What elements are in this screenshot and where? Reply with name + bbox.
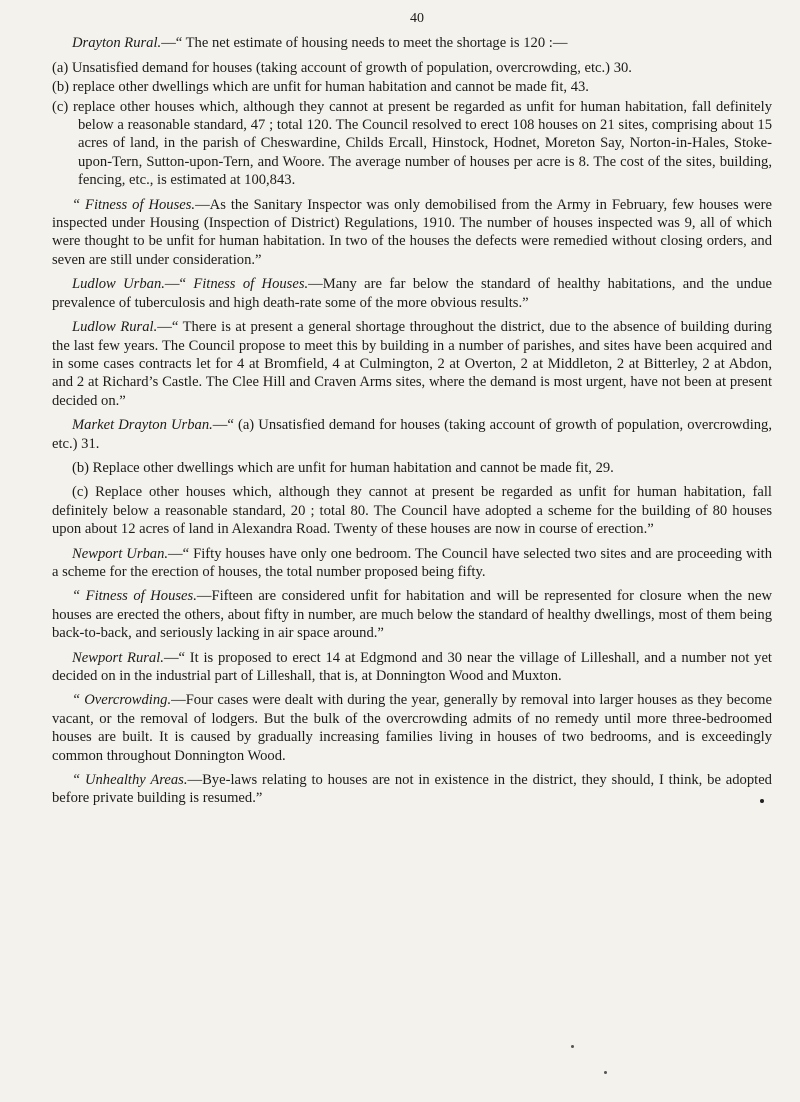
place-name: Market Drayton Urban. xyxy=(72,417,213,434)
paragraph-fitness-of-houses-newport xyxy=(52,587,772,642)
list-item-a: (a) Unsatisfied demand for houses (taking account of growth of population, overcrowding, etc.) 30. xyxy=(52,59,632,76)
paragraph-drayton-rural xyxy=(52,34,772,52)
paragraph-newport-urban xyxy=(52,545,772,582)
paragraph-text: —Bye-laws relating to houses are not in existence in the district, they should, I think, be adopted before private building is resumed.” xyxy=(52,772,772,807)
place-name: Newport Urban. xyxy=(72,545,169,562)
paragraph-unhealthy-areas xyxy=(52,771,772,808)
paragraph-ludlow-urban xyxy=(52,275,772,312)
paragraph-text: —“ It is proposed to erect 14 at Edgmond and 30 near the village of Lilleshall, and a number not yet decided on in the industrial part of Lilleshall, that is, at Donnington Wood and Muxton. xyxy=(52,649,772,684)
place-name: Drayton Rural. xyxy=(72,35,162,52)
list-item-c: (c) replace other houses which, although they cannot at present be regarded as unfit for human habitation, fall definitely below a reasonable standard, 47 ; total 120. The Council resolved to erect 108 houses on 21 sites, comprising about 15 acres of land, in the parish of Cheswardine, Childs Ercall, Hinstock, Hodnet, Moreton Say, Norton-in-Hales, Stoke-upon-Tern, Sutton-upon-Tern, and Woore. The average number of houses per acre is 8. The cost of the sites, building, fencing, etc., is estimated at 100,843. xyxy=(52,98,772,189)
section-heading: “ Overcrowding. xyxy=(72,692,172,709)
section-heading: “ Unhealthy Areas. xyxy=(72,772,188,789)
paragraph-text: —“ There is at present a general shortage throughout the district, due to the absence of building during the last few years. The Council propose to meet this by building in a number of parishes, and sites have been acquired and in some cases contracts let for 4 at Bromfield, 4 at Culmington, 2 at Overton, 2 at Middleton, 2 at Bitterley, 2 at Abdon, and 2 at Richard’s Castle. The Clee Hill and Craven Arms sites, where the demand is most urgent, have not been at present decided on.” xyxy=(52,319,772,409)
paragraph-newport-rural xyxy=(52,649,772,686)
paragraph-market-drayton-urban xyxy=(52,416,772,453)
paragraph-text: —“ Fifty houses have only one bedroom. The Council have selected two sites and are proceeding with a scheme for the erection of houses, the total number proposed being fifty. xyxy=(52,545,772,580)
paragraph-market-drayton-b: (b) Replace other dwellings which are unfit for human habitation and cannot be made fit, 29. xyxy=(72,459,614,476)
page-number: 40 xyxy=(410,11,424,26)
margin-mark xyxy=(760,799,764,803)
paragraph-text: —Fifteen are considered unfit for habitation and will be represented for closure when the new houses are erected the others, about fifty in number, are much below the standard of healthy dwellings, most of them being back-to-back, and seriously lacking in air space around.” xyxy=(52,588,772,642)
place-name: Newport Rural. xyxy=(72,649,164,666)
paragraph-text: —“ The net estimate of housing needs to meet the shortage is 120 :— xyxy=(161,35,568,52)
list-item-b: (b) replace other dwellings which are unfit for human habitation and cannot be made fit, 43. xyxy=(52,79,589,96)
place-name: Ludlow Rural. xyxy=(72,319,158,336)
stray-dot-mark xyxy=(571,1045,574,1048)
paragraph-text: —“ xyxy=(164,276,194,293)
place-name: Ludlow Urban. xyxy=(72,276,165,293)
paragraph-text: —“ (a) Unsatisfied demand for houses (taking account of growth of population, overcrowding, etc.) 31. xyxy=(52,417,772,452)
paragraph-text: —Four cases were dealt with during the year, generally by removal into larger houses as they become vacant, or the removal of lodgers. But the bulk of the overcrowding admits of no remedy until more three-bedroomed houses are built. It is caused by gradually increasing families living in houses of two bedrooms, and is exceedingly common throughout Donnington Wood. xyxy=(52,692,772,764)
section-heading: Fitness of Houses. xyxy=(193,276,309,293)
paragraph-ludlow-rural xyxy=(52,318,772,410)
paragraph-text: —As the Sanitary Inspector was only demobilised from the Army in February, few houses were inspected under Housing (Inspection of District) Regulations, 1910. The number of houses inspected was 9, all of which were thought to be unfit for human habitation. In two of the houses the defects were remedied without closing orders, and seven are still under consideration.” xyxy=(52,196,772,268)
section-heading: “ Fitness of Houses. xyxy=(72,588,197,605)
stray-dot-mark xyxy=(604,1071,607,1074)
paragraph-fitness-of-houses-drayton xyxy=(52,196,772,270)
paragraph-market-drayton-c: (c) Replace other houses which, although they cannot at present be regarded as unfit for human habitation, fall definitely below a reasonable standard, 20 ; total 80. The Council have adopted a scheme for the building of 80 houses upon about 12 acres of land in Alexandra Road. Twenty of these houses are now in course of erection.” xyxy=(52,484,772,538)
paragraph-text-continued: —Many are far below the standard of healthy habitations, and the undue prevalence of tuberculosis and high death-rate some of the more obvious results.” xyxy=(52,276,772,311)
paragraph-overcrowding xyxy=(52,691,772,765)
section-heading: “ Fitness of Houses. xyxy=(72,196,196,213)
